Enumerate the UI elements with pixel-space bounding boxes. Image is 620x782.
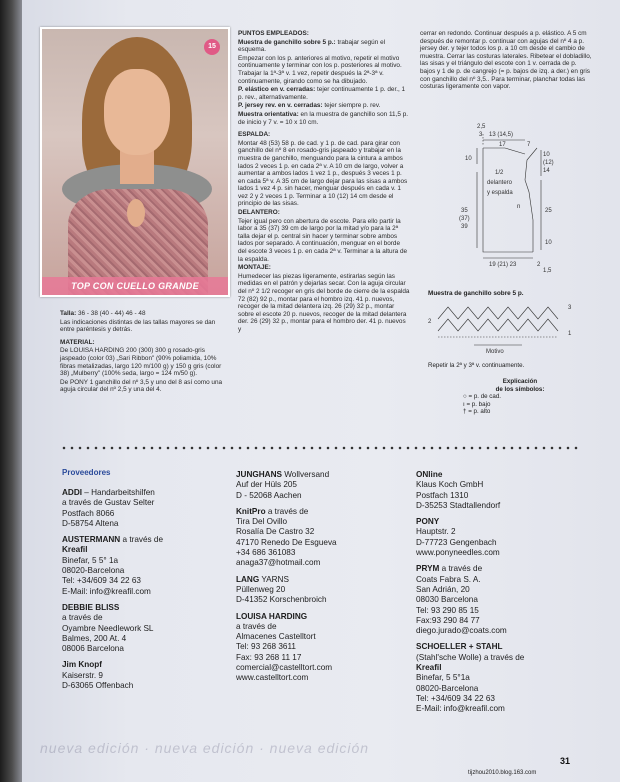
provider-line: +34 686 361083 (236, 548, 296, 558)
pattern-number-badge: 15 (204, 39, 220, 55)
talla-label: Talla: (60, 310, 77, 317)
legend-row-alto (455, 408, 585, 416)
provider-name: JUNGHANS (236, 470, 282, 479)
montaje-title: MONTAJE: (238, 264, 271, 272)
symbols-legend (455, 378, 585, 416)
footer-decoration: nueva edición · nueva edición · nueva edición (40, 740, 370, 756)
double-crochet-icon: † (463, 408, 467, 416)
provider-knitpro (236, 507, 406, 569)
provider-line: a través de (265, 506, 309, 516)
stitch-svg (428, 297, 588, 357)
provider-line: San Adrián, 20 (416, 584, 470, 594)
sch-12: (12) (543, 160, 554, 166)
motivo-text: Empezar con los p. anteriores al motivo, repetir el motivo continuamente y terminar con los p. posteriores al motivo. Trabajar la 1ª-3ª v. 1 vez, repetir después la 2ª-3ª v. continuamente, girando como se ha dibujado. (238, 54, 402, 85)
provider-line: 08020-Barcelona (416, 683, 479, 693)
blog-watermark: tijzhou2010.blog.163.com (468, 770, 537, 776)
product-photo (40, 27, 230, 297)
pattern-schematic (455, 120, 595, 280)
sch-25b: 25 (545, 208, 552, 214)
provider-louisa-harding (236, 612, 406, 684)
montaje-text: Humedecer las piezas ligeramente, estirarlas según las medidas en el patrón y dejarlas secar. Con la aguja circular del nº 2 1/2 recoger en gris del borde de cierre de la espalda 72 (82) 92 p., montar para el hombro izq. 41 p. nuevos, recoger de la mitad delantera izq. 26 (29) 32 p., montar sobre el escote 20 p. nuevos, recoger de la mitad delantera der. 26 (29) 32 p., montar para el hombro der. 41 p. nuevos y (238, 272, 410, 333)
providers-col-2 (236, 470, 406, 690)
stitch-motivo: Motivo (486, 349, 504, 355)
sch-17: 17 (499, 142, 506, 148)
material-text-2: De PONY 1 ganchillo del nº 3,5 y uno del 8 así como una aguja circular del nº 2,5 y una del 4. (60, 378, 223, 394)
provider-line: Kreafil (62, 545, 88, 555)
provider-name: Jim Knopf (62, 660, 103, 670)
instructions-column (238, 30, 410, 335)
provider-line: D-41352 Korschenbroich (236, 595, 327, 605)
provider-line: a través de (62, 613, 103, 623)
legend-title-2: de los símbolos: (495, 385, 545, 393)
provider-line: Tel: +34/609 34 22 63 (416, 693, 495, 703)
stitch-note: Repetir la 2ª y 3ª v. continuamente. (428, 362, 525, 369)
sch-35: 35 (461, 208, 468, 214)
sch-25: 2,5 (477, 124, 486, 130)
sch-7: 7 (527, 142, 531, 148)
talla-note: Las indicaciones distintas de las tallas mayores se dan entre paréntesis y detrás. (60, 318, 216, 334)
provider-line: Kreafil (416, 663, 442, 673)
montaje-continuation-text: cerrar en redondo. Continuar después a p. elástico. A 5 cm después de remontar p. continuar con agujas del nº 4 a p. jersey der. y tejer todos los p. a 10 cm desde el cambio de muestra. Cerrar las costuras laterales. Ribetear el dobladillo, las sisas y el triángulo del escote con 1 v. cerrada de p. bajos y 1 de p. de cangrejo (= p. bajos de izq. a der.) en gris con ganchillo del nº 3,5.. Para terminar, planchar todas las costuras ligeramente con vapor. (420, 30, 592, 91)
sch-2: 2 (537, 262, 541, 268)
providers-col-1 (62, 488, 232, 697)
provider-email: E-Mail: info@kreafil.com (62, 586, 151, 596)
photo-keyhole (127, 199, 145, 227)
legend-cad-text: = p. de cad. (468, 393, 501, 401)
chain-symbol-icon: ○ (463, 393, 467, 401)
sch-10b: 10 (545, 240, 552, 246)
provider-line: Postfach 1310 (416, 490, 469, 500)
photo-caption: TOP CON CUELLO GRANDE (42, 277, 228, 295)
provider-line: Kaiserstr. 9 (62, 670, 103, 680)
provider-line: Tel: 93 290 85 15 (416, 605, 479, 615)
provider-line: www.ponyneedles.com (416, 548, 500, 558)
provider-email: comercial@castelltort.com (236, 663, 333, 673)
provider-line: (Stahl'sche Wolle) a través de (416, 652, 525, 662)
provider-line: D-58754 Altena (62, 518, 119, 528)
page-number: 31 (560, 756, 571, 766)
espalda-text: Montar 48 (53) 58 p. de cad. y 1 p. de cad. para girar con ganchillo del nº 8 en rosado-gris jaspeado y trabajar en la muestra de ganchillo, menguando para la cintura a ambos lados 2 veces 1 p. en cada 2ª v. A 10 cm de largo, volver a aumentar a ambos lados 1 vez 1 p., después 3 veces 1 p. en cada 5ª v. A 35 cm de largo dejar para las sisas a ambos lados 1 vez 4 p. sin hacer, menguar después en cada v. 1 vez 2 y 2 veces 1 p. Terminar a 10 (12) 14 cm desde el principio de las sisas. (238, 139, 408, 208)
provider-name: DEBBIE BLISS (62, 602, 120, 612)
provider-name: SCHOELLER + STAHL (416, 642, 503, 652)
provider-jim-knopf (62, 660, 232, 691)
sch-135: 13 (14,5) (489, 132, 514, 138)
provider-line: a través de (439, 564, 483, 574)
provider-line: Klaus Koch GmbH (416, 480, 484, 490)
provider-name: ADDI (62, 488, 83, 497)
montaje-continuation (420, 30, 592, 92)
elastico-text: tejer continuamente 1 p. der., 1 p. rev., alternativamente. (238, 86, 406, 101)
photo-face (104, 69, 170, 155)
provider-line: Tel: +34/609 34 22 63 (62, 576, 141, 586)
orientativa-text: en la muestra de ganchillo son 11,5 p. de inicio y 7 v. = 10 x 10 cm. (238, 110, 409, 126)
provider-email: E-Mail: info@kreafil.com (416, 704, 505, 714)
stitch-r2: 2 (428, 319, 432, 325)
sch-14: 14 (543, 168, 550, 174)
provider-name: PRYM (416, 564, 440, 574)
muestra-text: trabajar según el esquema. (238, 38, 386, 54)
provider-line: a través de (236, 621, 277, 631)
provider-line: 08020-Barcelona (62, 566, 125, 576)
page-binding (0, 0, 22, 782)
legend-title-1: Explicación (502, 378, 538, 385)
sch-15: 1,5 (543, 268, 552, 274)
provider-lang (236, 575, 406, 606)
provider-line: Fax: 93 268 11 17 (236, 652, 302, 662)
stitch-diagram (428, 290, 588, 369)
elastico-label: P. elástico en v. cerradas: (238, 86, 316, 94)
size-material-column (60, 310, 230, 395)
provider-line: D-77723 Gengenbach (416, 537, 497, 547)
legend-alto-text: = p. alto (468, 408, 491, 416)
provider-line: Auf der Hüls 205 (236, 480, 297, 490)
sch-name-1: 1/2 (495, 170, 504, 176)
sch-n: n (517, 204, 521, 210)
provider-line: Binefar, 5 5° 1a (62, 555, 119, 565)
provider-name: ONline (416, 470, 443, 479)
provider-line: Hauptstr. 2 (416, 527, 456, 537)
delantero-title: DELANTERO: (238, 209, 280, 217)
provider-line: 08030 Barcelona (416, 595, 478, 605)
muestra-label: Muestra de ganchillo sobre 5 p.: (238, 38, 336, 46)
provider-line: – Handarbeitshilfen (82, 488, 155, 497)
provider-email: anaga37@hotmail.com (236, 558, 321, 568)
single-crochet-icon: ı (463, 400, 465, 408)
provider-line: Rosalía De Castro 32 (236, 527, 315, 537)
legend-bajo-text: = p. bajo (466, 400, 491, 408)
material-title: MATERIAL: (60, 338, 95, 346)
provider-line: YARNS (259, 574, 289, 584)
provider-line: Balmes, 200 At. 4 (62, 633, 127, 643)
provider-line: a través de (120, 535, 164, 545)
provider-online (416, 470, 591, 511)
provider-name: LANG (236, 574, 260, 584)
delantero-text: Tejer igual pero con abertura de escote. Para ello partir la labor a 35 (37) 39 cm de largo por la mitad y/o para la 2ª talla dejar el p. central sin hacer y terminar sobre ambos lados por separado. A continuación, menguar en el borde del escote 3 veces 1 p. en cada 2ª v. Terminar a la altura de la espalda. (238, 217, 408, 263)
provider-schoeller-stahl (416, 642, 591, 714)
orientativa-label: Muestra orientativa: (238, 110, 299, 118)
stitch-r3: 3 (568, 305, 572, 311)
material-text-1: De LOUISA HARDING 200 (300) 300 g rosado-gris jaspeado (color 03) „Sari Ribbon" (90% poliamida, 10% fibras metalizadas, largo 120 m/100 g) y 150 g gris (color 38) „Mulberry" (100% seda, largo = 124 m/50 g). (60, 347, 222, 378)
provider-line: Almacenes Castelltort (236, 632, 316, 642)
sch-bottom: 19 (21) 23 (489, 262, 517, 268)
provider-line: Fax:93 290 84 77 (416, 615, 480, 625)
provider-line: Tira Del Ovillo (236, 517, 288, 527)
schematic-svg (455, 120, 595, 280)
provider-debbie-bliss (62, 603, 232, 654)
provider-line: Postfach 8066 (62, 508, 115, 518)
stitch-r1: 1 (568, 331, 572, 337)
provider-austermann (62, 535, 232, 597)
providers-title: Proveedores (62, 468, 111, 477)
sch-10a: 10 (465, 156, 472, 162)
legend-row-cad (455, 393, 585, 401)
provider-name: PONY (416, 517, 440, 527)
jersey-label: P. jersey rev. en v. cerradas: (238, 102, 323, 110)
provider-line: 08006 Barcelona (62, 644, 124, 654)
jersey-text: tejer siempre p. rev. (324, 102, 381, 110)
sch-37: (37) (459, 216, 470, 222)
sch-name-2: delantero (487, 180, 513, 186)
provider-addi (62, 488, 232, 529)
provider-website: www.castelltort.com (236, 673, 309, 683)
provider-name: LOUISA HARDING (236, 611, 308, 621)
provider-line: D-63065 Offenbach (62, 681, 134, 691)
sch-3: 3 (479, 132, 483, 138)
provider-pony (416, 517, 591, 558)
sch-39: 39 (461, 224, 468, 230)
providers-col-3 (416, 470, 591, 721)
provider-line: a través de Gustav Selter (62, 498, 155, 508)
provider-line: Tel: 93 268 3611 (236, 642, 296, 652)
puntos-title: PUNTOS EMPLEADOS: (238, 30, 309, 37)
provider-line: Oyambre Needlework SL (62, 623, 154, 633)
stitch-title: Muestra de ganchillo sobre 5 p. (428, 290, 524, 297)
provider-line: D - 52068 Aachen (236, 490, 302, 500)
dotted-divider (60, 446, 580, 450)
provider-line: D-35253 Stadtallendorf (416, 500, 501, 510)
provider-line: 47170 Renedo De Esgueva (236, 537, 337, 547)
provider-line: Coats Fabra S. A. (416, 574, 481, 584)
provider-junghans (236, 470, 406, 501)
sch-name-3: y espalda (487, 190, 513, 196)
sch-10r: 10 (543, 152, 550, 158)
espalda-title: ESPALDA: (238, 131, 271, 139)
provider-line: Wollversand (281, 470, 330, 479)
legend-row-bajo (455, 401, 585, 409)
provider-name: KnitPro (236, 506, 266, 516)
provider-prym (416, 564, 591, 636)
talla-value: 36 - 38 (40 - 44) 46 - 48 (78, 310, 146, 317)
provider-name: AUSTERMANN (62, 535, 121, 545)
provider-line: Püllenweg 20 (236, 584, 286, 594)
provider-line: Binefar, 5 5°1a (416, 673, 470, 683)
provider-email: diego.jurado@coats.com (416, 626, 507, 636)
